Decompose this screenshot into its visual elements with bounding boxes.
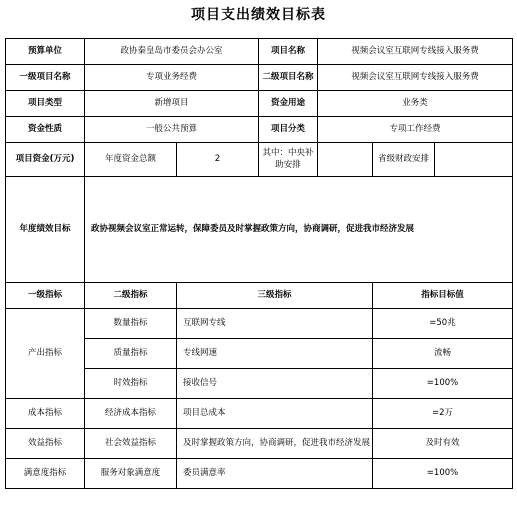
- use-value: 业务类: [318, 91, 513, 117]
- cost-level2: 经济成本指标: [85, 399, 177, 429]
- central-value: [318, 143, 373, 177]
- use-label: 资金用途: [259, 91, 318, 117]
- category-value: 专项工作经费: [318, 117, 513, 143]
- category-label: 项目分类: [259, 117, 318, 143]
- cost-level3: 项目总成本: [177, 399, 373, 429]
- table-row: [6, 399, 513, 429]
- output-level2: 质量指标: [85, 339, 177, 369]
- benefit-level3: 及时掌握政策方向，协商调研，促进我市经济发展: [177, 429, 373, 459]
- satisfaction-level2: 服务对象满意度: [85, 459, 177, 489]
- header-level3: 三级指标: [177, 283, 373, 309]
- provincial-value: [435, 143, 513, 177]
- type-value: 新增项目: [85, 91, 259, 117]
- benefit-target: 及时有效: [373, 429, 513, 459]
- table-row: [6, 283, 513, 309]
- annual-total-value: 2: [177, 143, 259, 177]
- annual-goal-value: 政协视频会议室正常运转，保障委员及时掌握政策方向，协商调研，促进我市经济发展: [85, 177, 513, 283]
- header-target: 指标目标值: [373, 283, 513, 309]
- table-row: [6, 429, 513, 459]
- table-row: [6, 309, 513, 339]
- output-level2: 时效指标: [85, 369, 177, 399]
- project-name-label: 项目名称: [259, 39, 318, 65]
- nature-label: 资金性质: [6, 117, 85, 143]
- level2-name-label: 二级项目名称: [259, 65, 318, 91]
- annual-total-label: 年度资金总额: [85, 143, 177, 177]
- table-row: [6, 177, 513, 283]
- cost-target: =2万: [373, 399, 513, 429]
- funds-label: 项目资金(万元): [6, 143, 85, 177]
- provincial-label: 省级财政安排: [373, 143, 435, 177]
- benefit-level2: 社会效益指标: [85, 429, 177, 459]
- satisfaction-level1: 满意度指标: [6, 459, 85, 489]
- nature-value: 一般公共预算: [85, 117, 259, 143]
- table-row: [6, 91, 513, 117]
- table-row: [6, 143, 513, 177]
- header-level2: 二级指标: [85, 283, 177, 309]
- output-target: =50兆: [373, 309, 513, 339]
- table-row: [6, 459, 513, 489]
- satisfaction-level3: 委员满意率: [177, 459, 373, 489]
- level1-name-label: 一级项目名称: [6, 65, 85, 91]
- level1-name-value: 专项业务经费: [85, 65, 259, 91]
- level2-name-value: 视频会议室互联网专线接入服务费: [318, 65, 513, 91]
- output-target: 流畅: [373, 339, 513, 369]
- cost-level1: 成本指标: [6, 399, 85, 429]
- output-level3: 互联网专线: [177, 309, 373, 339]
- annual-goal-label: 年度绩效目标: [6, 177, 85, 283]
- header-level1: 一级指标: [6, 283, 85, 309]
- output-level2: 数量指标: [85, 309, 177, 339]
- central-label: 其中：中央补助安排: [259, 143, 318, 177]
- table-row: [6, 117, 513, 143]
- project-name-value: 视频会议室互联网专线接入服务费: [318, 39, 513, 65]
- output-level3: 专线网速: [177, 339, 373, 369]
- performance-target-table: [5, 38, 513, 489]
- page-title: 项目支出绩效目标表: [191, 7, 326, 23]
- table-row: [6, 65, 513, 91]
- output-target: =100%: [373, 369, 513, 399]
- type-label: 项目类型: [6, 91, 85, 117]
- unit-label: 预算单位: [6, 39, 85, 65]
- satisfaction-target: =100%: [373, 459, 513, 489]
- benefit-level1: 效益指标: [6, 429, 85, 459]
- output-level3: 接收信号: [177, 369, 373, 399]
- output-level1: 产出指标: [6, 309, 85, 399]
- table-row: [6, 39, 513, 65]
- unit-value: 政协秦皇岛市委员会办公室: [85, 39, 259, 65]
